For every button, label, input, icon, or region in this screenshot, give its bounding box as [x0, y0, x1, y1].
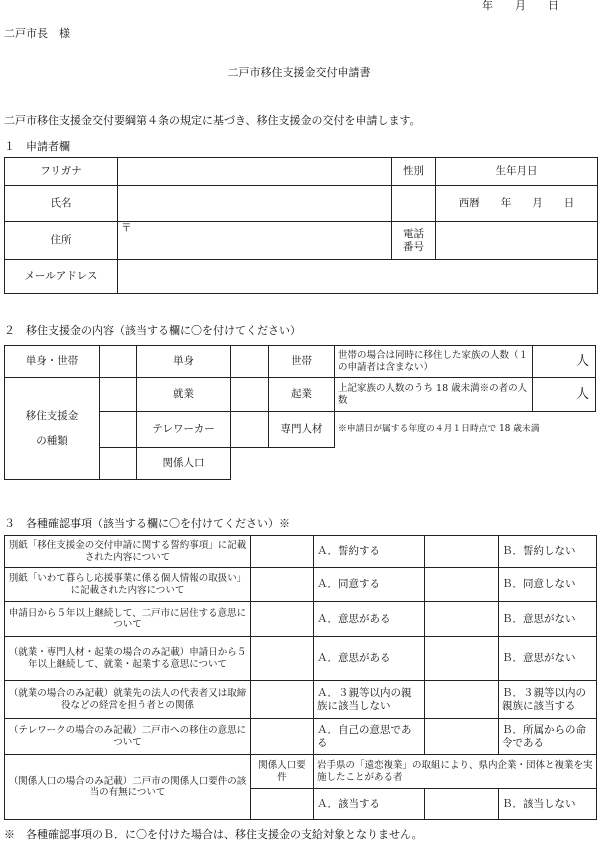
under18-count-unit[interactable]: 人 [533, 378, 596, 412]
requirement-label: 関係人口要件 [251, 755, 314, 789]
section2-heading: ２ 移住支援金の内容（該当する欄に〇を付けてください） [4, 324, 301, 337]
option-b-check-cell[interactable] [425, 789, 499, 820]
startup-check-cell[interactable] [231, 378, 269, 412]
option-b-label: Ｂ．同意しない [499, 568, 597, 602]
phone-label [392, 222, 436, 260]
confirmation-item: 申請日から５年以上継続して、二戸市に居住する意思について [5, 602, 251, 637]
name-label: 氏名 [5, 186, 118, 222]
gender-field[interactable] [392, 186, 436, 222]
option-b-check-cell[interactable] [425, 637, 499, 681]
option-a-check-cell[interactable] [251, 719, 314, 755]
employment-check-cell[interactable] [100, 378, 137, 412]
furigana-field[interactable] [118, 158, 392, 186]
option-a-label: Ａ．意思がある [314, 637, 425, 681]
under18-note: 上記家族の人数のうち 18 歳未満※の者の人数 [335, 378, 533, 412]
option-b-check-cell[interactable] [425, 719, 499, 755]
confirmation-item: （テレワークの場合のみ記載）二戸市への移住の意思について [5, 719, 251, 755]
household-label: 世帯 [269, 346, 335, 378]
postal-mark: 〒 [121, 222, 132, 234]
gender-label: 性別 [392, 158, 436, 186]
address-label: 住所 [5, 222, 118, 260]
single-household-label: 単身・世帯 [5, 346, 100, 378]
option-b-label: Ｂ．意思がない [499, 602, 597, 637]
furigana-label: フリガナ [5, 158, 118, 186]
option-a-check-cell[interactable] [251, 637, 314, 681]
intro-text: 二戸市移住支援金交付要綱第４条の規定に基づき、移住支援金の交付を申請します。 [4, 114, 421, 127]
option-b-label: Ｂ．所属からの命令である [499, 719, 597, 755]
option-a-check-cell[interactable] [251, 602, 314, 637]
employment-label: 就業 [137, 378, 231, 412]
phone-label-line2: 番号 [403, 240, 424, 253]
confirmation-table [4, 535, 597, 820]
confirmation-item: 別紙「いわて暮らし応援事業に係る個人情報の取扱い」に記載された内容について [5, 568, 251, 602]
option-b-check-cell[interactable] [425, 602, 499, 637]
email-field[interactable] [118, 260, 598, 294]
related-population-label: 関係人口 [137, 448, 231, 480]
under18-footnote: ※申請日が属する年度の４月１日時点で 18 歳未満 [338, 424, 540, 435]
option-b-check-cell[interactable] [425, 568, 499, 602]
applicant-table [4, 157, 598, 294]
option-a-label: Ａ．３親等以内の親族に該当しない [314, 681, 425, 719]
option-b-check-cell[interactable] [425, 681, 499, 719]
date-line: 年 月 日 [482, 0, 559, 12]
option-a-check-cell[interactable] [251, 536, 314, 568]
option-a-check-cell[interactable] [251, 568, 314, 602]
telework-label: テレワーカー [137, 412, 231, 448]
family-count-unit[interactable]: 人 [533, 346, 596, 378]
family-count-note: 世帯の場合は同時に移住した家族の人数（１の申請者は含まない） [335, 346, 533, 378]
option-b-label: Ｂ．意思がない [499, 637, 597, 681]
birthdate-field[interactable]: 西暦 年 月 日 [436, 186, 598, 222]
startup-label: 起業 [269, 378, 335, 412]
telework-check-cell[interactable] [100, 412, 137, 448]
section1-heading: １ 申請者欄 [4, 140, 70, 153]
birthdate-label: 生年月日 [436, 158, 598, 186]
option-a-label: Ａ．誓約する [314, 536, 425, 568]
category-label-line1: 移住支援金 [25, 409, 79, 422]
single-check-cell[interactable] [100, 346, 137, 378]
requirement-text: 岩手県の「遠恋複業」の取組により、県内企業・団体と複業を実施したことがある者 [314, 755, 597, 789]
option-b-check-cell[interactable] [425, 536, 499, 568]
option-b-label: Ｂ．３親等以内の親族に該当する [499, 681, 597, 719]
single-label: 単身 [137, 346, 231, 378]
option-b-label: Ｂ．誓約しない [499, 536, 597, 568]
option-a-check-cell[interactable] [251, 681, 314, 719]
address-field[interactable] [118, 222, 392, 260]
option-a-label: Ａ．該当する [314, 789, 425, 820]
option-a-label: Ａ．同意する [314, 568, 425, 602]
confirmation-item: （就業の場合のみ記載）就業先の法人の代表者又は取締役などの経営を担う者との関係 [5, 681, 251, 719]
support-type-table [4, 345, 596, 480]
option-b-label: Ｂ．該当しない [499, 789, 597, 820]
phone-field[interactable] [436, 222, 598, 260]
related-population-check-cell[interactable] [100, 448, 137, 480]
specialist-check-cell[interactable] [231, 412, 269, 448]
document-title: 二戸市移住支援金交付申請書 [227, 66, 371, 79]
section3-heading: ３ 各種確認事項（該当する欄に〇を付けてください）※ [4, 517, 290, 530]
option-a-label: Ａ．意思がある [314, 602, 425, 637]
household-check-cell[interactable] [231, 346, 269, 378]
option-a-label: Ａ．自己の意思である [314, 719, 425, 755]
section3-footnote: ※ 各種確認事項のＢ．に〇を付けた場合は、移住支援金の支給対象となりません。 [4, 828, 423, 841]
specialist-label: 専門人材 [269, 412, 335, 448]
category-label-line2: の種類 [36, 434, 68, 447]
related-population-item: （関係人口の場合のみ記載）二戸市の関係人口要件の該当の有無について [5, 755, 251, 820]
category-label [5, 378, 100, 480]
phone-label-line1: 電話 [403, 227, 424, 240]
email-label: メールアドレス [5, 260, 118, 294]
confirmation-item: 別紙「移住支援金の交付申請に関する誓約事項」に記載された内容について [5, 536, 251, 568]
addressee: 二戸市長 様 [4, 27, 70, 40]
confirmation-item: （就業・専門人材・起業の場合のみ記載）申請日から５年以上継続して、就業・起業する意思について [5, 637, 251, 681]
name-field[interactable] [118, 186, 392, 222]
option-a-check-cell[interactable] [251, 789, 314, 820]
